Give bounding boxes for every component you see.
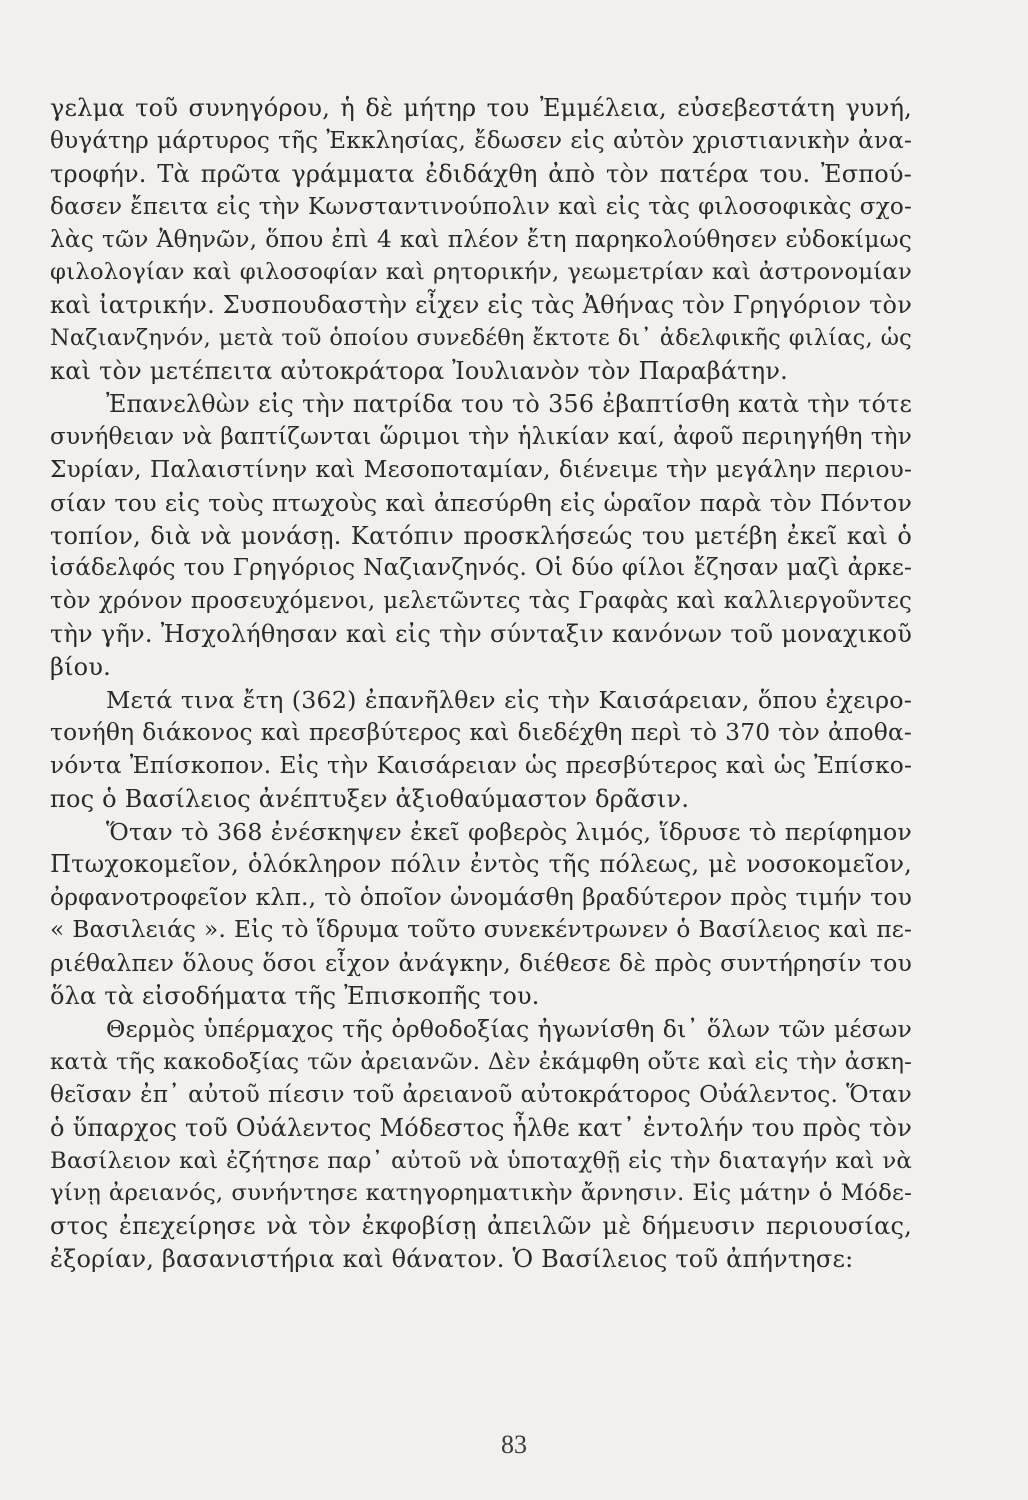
text-line: σίαν του εἰς τοὺς πτωχοὺς καὶ ἀπεσύρθη εἰς ὡραῖον παρὰ τὸν Πόντον [50, 488, 912, 517]
page-body-text [50, 92, 912, 1276]
text-line: ἐξορίαν, βασανιστήρια καὶ θάνατον. Ὁ Βασίλειος τοῦ ἀπήντησε: [50, 1245, 854, 1274]
text-line: ἰσάδελφός του Γρηγόριος Ναζιανζηνός. Οἱ δύο φίλοι ἔζησαν μαζὶ ἀρκε- [50, 555, 912, 582]
text-line: τὴν γῆν. Ἠσχολήθησαν καὶ εἰς τὴν σύνταξιν κανόνων τοῦ μοναχικοῦ [50, 620, 912, 649]
text-line: κατὰ τῆς κακοδοξίας τῶν ἀρειανῶν. Δὲν ἐκάμφθη οὔτε καὶ εἰς τὴν ἀσκη- [50, 1048, 912, 1075]
text-line: θυγάτηρ μάρτυρος τῆς Ἐκκλησίας, ἔδωσεν εἰς αὐτὸν χριστιανικὴν ἀνα- [50, 127, 912, 154]
text-line: τροφήν. Τὰ πρῶτα γράμματα ἐδιδάχθη ἀπὸ τὸν πατέρα του. Ἐσπού- [50, 159, 912, 188]
text-line: Θερμὸς ὑπέρμαχος τῆς ὀρθοδοξίας ἠγωνίσθη δι᾽ ὅλων τῶν μέσων [106, 1014, 912, 1043]
text-line: συνήθειαν νὰ βαπτίζωνται ὥριμοι τὴν ἡλικίαν καί, ἀφοῦ περιηγήθη τὴν [50, 423, 912, 450]
text-line: Ναζιανζηνόν, μετὰ τοῦ ὁποίου συνεδέθη ἔκτοτε δι᾽ ἀδελφικῆς φιλίας, ὡς [50, 325, 912, 352]
text-line: ὁ ὕπαρχος τοῦ Οὐάλεντος Μόδεστος ἦλθε κατ᾽ ἐντολήν του πρὸς τὸν [50, 1113, 912, 1142]
text-line: Βασίλειον καὶ ἐζήτησε παρ᾽ αὐτοῦ νὰ ὑποταχθῇ εἰς τὴν διαταγήν καὶ νὰ [50, 1147, 912, 1174]
text-line: ὅλα τὰ εἰσοδήματα τῆς Ἐπισκοπῆς του. [50, 982, 540, 1011]
text-line: πος ὁ Βασίλειος ἀνέπτυξεν ἀξιοθαύμαστον δρᾶσιν. [50, 784, 690, 813]
text-line: Πτωχοκομεῖον, ὁλόκληρον πόλιν ἐντὸς τῆς πόλεως, μὲ νοσοκομεῖον, [50, 850, 912, 879]
text-line: βίου. [50, 653, 111, 682]
text-line: Συρίαν, Παλαιστίνην καὶ Μεσοποταμίαν, διένειμε τὴν μεγάλην περιου- [50, 455, 912, 483]
text-line: τοπίον, διὰ νὰ μονάσῃ. Κατόπιν προσκλήσεώς του μετέβη ἐκεῖ καὶ ὁ [50, 521, 912, 550]
text-line: νόντα Ἐπίσκοπον. Εἰς τὴν Καισάρειαν ὡς πρεσβύτερος καὶ ὡς Ἐπίσκο- [50, 751, 912, 779]
text-line: Μετά τινα ἔτη (362) ἐπανῆλθεν εἰς τὴν Καισάρειαν, ὅπου ἐχειρο- [106, 686, 912, 715]
text-line: γελμα τοῦ συνηγόρου, ἡ δὲ μήτηρ του Ἐμμέλεια, εὐσεβεστάτη γυνή, [50, 94, 912, 122]
text-line: δασεν ἔπειτα εἰς τὴν Κωνσταντινούπολιν καὶ εἰς τὰς φιλοσοφικὰς σχο- [50, 193, 912, 220]
text-line: « Βασιλειάς ». Εἰς τὸ ἵδρυμα τοῦτο συνεκέντρωνεν ὁ Βασίλειος καὶ πε- [50, 916, 912, 944]
text-line: καὶ τὸν μετέπειτα αὐτοκράτορα Ἰουλιανὸν τὸν Παραβάτην. [50, 357, 788, 386]
text-line: λὰς τῶν Ἀθηνῶν, ὅπου ἐπὶ 4 καὶ πλέον ἔτη παρηκολούθησεν εὐδοκίμως [50, 225, 912, 253]
text-line: γίνῃ ἀρειανός, συνήντησε κατηγορηματικὴν ἄρνησιν. Εἰς μάτην ὁ Μόδε- [50, 1180, 912, 1207]
text-line: τονήθη διάκονος καὶ πρεσβύτερος καὶ διεδέχθη περὶ τὸ 370 τὸν ἀποθα- [50, 718, 912, 746]
text-line: ριέθαλπεν ὅλους ὅσοι εἶχον ἀνάγκην, διέθεσε δὲ πρὸς συντήρησίν του [50, 949, 912, 978]
text-line: φιλολογίαν καὶ φιλοσοφίαν καὶ ρητορικήν, γεωμετρίαν καὶ ἀστρονομίαν [50, 259, 912, 286]
text-line: ὀρφανοτροφεῖον κλπ., τὸ ὁποῖον ὠνομάσθη βραδύτερον πρὸς τιμήν του [50, 883, 912, 912]
text-line: Ὅταν τὸ 368 ἐνέσκηψεν ἐκεῖ φοβερὸς λιμός, ἵδρυσε τὸ περίφημον [106, 817, 912, 846]
text-line: τὸν χρόνον προσευχόμενοι, μελετῶντες τὰς Γραφὰς καὶ καλλιεργοῦντες [50, 588, 912, 615]
text-line: θεῖσαν ἐπ᾽ αὐτοῦ πίεσιν τοῦ ἀρειανοῦ αὐτοκράτορος Οὐάλεντος. Ὅταν [50, 1080, 912, 1108]
text-line: καὶ ἰατρικήν. Συσπουδαστὴν εἶχεν εἰς τὰς Ἀθήνας τὸν Γρηγόριον τὸν [50, 291, 912, 320]
text-line: Ἐπανελθὼν εἰς τὴν πατρίδα του τὸ 356 ἐβαπτίσθη κατὰ τὴν τότε [106, 390, 912, 419]
text-line: στος ἐπεχείρησε νὰ τὸν ἐκφοβίσῃ ἀπειλῶν μὲ δήμευσιν περιουσίας, [50, 1212, 912, 1241]
page-number: 83 [501, 1430, 527, 1459]
